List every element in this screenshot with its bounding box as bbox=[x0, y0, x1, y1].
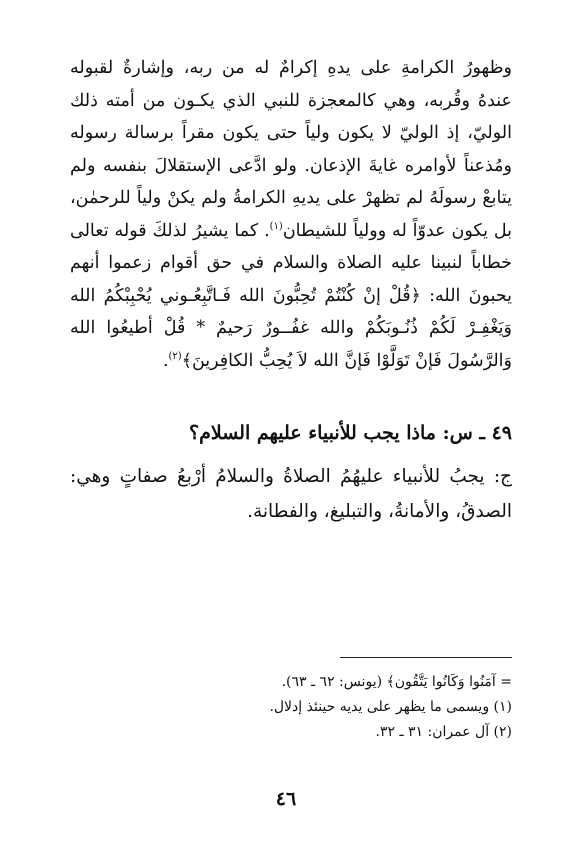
text-line: ذلك الوليّ، إذ الوليّ لا يكون ولياً حتى يكون مقراً برسالة bbox=[70, 90, 512, 143]
footnote-2: (٢) آل عمران: ٣١ ـ ٣٢. bbox=[375, 724, 512, 740]
text-line: رَحيمٌ * قُلْ أطيعُوا الله وَالرَّسُولَ فَإنْ تَوَلَّوْا فَإنَّ الله لاَ يُحِبُّ bbox=[70, 318, 512, 371]
text-line: ولياً للرحمٰن، بل يكون عدوّاً له وولياً للشيطان bbox=[70, 188, 513, 241]
paragraph-main bbox=[70, 52, 512, 377]
text-line: حق أقوام زعموا أنهم يحبونَ الله: ﴿قُلْ إنْ كُنْتُمْ تُحِبُّونَ الله bbox=[70, 253, 512, 306]
text-line: رسوله ومُذعناً لأوامره غايةَ الإذعان. ولو ادَّعى الإستقلالَ bbox=[70, 123, 512, 176]
text-line: عندهُ وقُربه، وهي كالمعجزة للنبي الذي يكـون من أمته bbox=[105, 90, 512, 111]
text-line: يشيرُ لذلكَ قوله تعالى خطاباً لنبينا عليه الصلاة والسلام في bbox=[70, 220, 512, 273]
footnote-ref-1[interactable]: (١) bbox=[269, 220, 283, 232]
text-line: الكافِرينَ﴾ bbox=[181, 350, 254, 371]
answer-line: وهي: الصدقُ، والأمانةُ، والتبليغ، والفطانة. bbox=[70, 466, 512, 522]
answer-line: ج: يجبُ للأنبياء عليهُمُ الصلاةُ والسلامُ أرْبعُ صفاتٍ bbox=[119, 466, 512, 487]
footnote-continuation: = آمَنُوا وَكَانُوا يَتَّقُون﴾ (يونس: ٦٢ ـ ٦٣). bbox=[281, 674, 512, 690]
footnote-1: (١) ويسمى ما يظهر على يديه حينئذ إدلال. bbox=[269, 699, 512, 715]
page-number: ٤٦ bbox=[275, 788, 297, 810]
page-body bbox=[70, 52, 512, 529]
footnotes bbox=[72, 670, 512, 745]
text-line: وظهورُ الكرامةِ على يدهِ إكرامٌ له من ربه، وإشارةٌ لقبوله bbox=[70, 58, 512, 78]
text-line: بنفسه ولم يتابعْ رسولَهُ لم تظهرْ على يديهِ الكرامةُ ولم يكنْ bbox=[70, 155, 512, 208]
question-heading: ٤٩ ـ س: ماذا يجب للأنبياء عليهم السلام؟ bbox=[189, 422, 512, 444]
footnote-ref-2[interactable]: (٢) bbox=[168, 350, 182, 362]
text-line: فَـاتَّبِعُـوني يُحْبِبْكُمُ الله وَيَغْفِـرْ لَكُمْ ذُنُـوبَكُمْ والله غفُــورٌ bbox=[70, 285, 512, 338]
text-run: . كما bbox=[234, 220, 270, 241]
footnote-divider bbox=[340, 657, 512, 658]
answer-paragraph bbox=[70, 459, 512, 529]
text-run: . bbox=[162, 350, 169, 371]
